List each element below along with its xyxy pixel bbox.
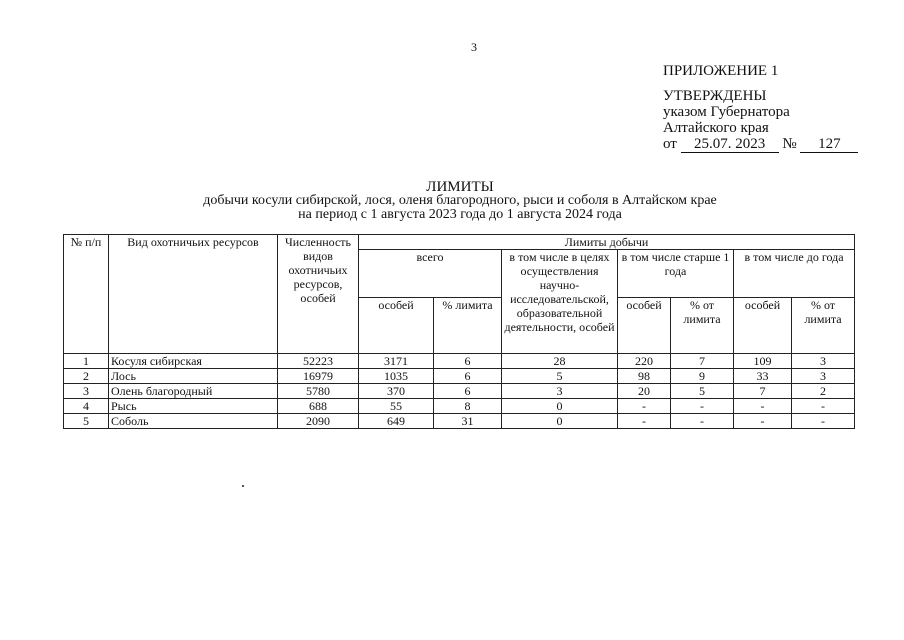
row-older: 20 — [618, 384, 671, 399]
row-total-pct: 6 — [434, 369, 502, 384]
row-name: Косуля сибирская — [109, 354, 278, 369]
row-total: 1035 — [359, 369, 434, 384]
approval-block — [663, 88, 858, 153]
row-num: 5 — [64, 414, 109, 429]
row-research: 5 — [502, 369, 618, 384]
header-younger-pct: % от лимита — [792, 298, 855, 354]
header-older: в том числе старше 1 года — [618, 250, 734, 298]
row-num: 4 — [64, 399, 109, 414]
heading-title: ЛИМИТЫ — [426, 179, 494, 195]
row-total: 370 — [359, 384, 434, 399]
row-total-pct: 6 — [434, 354, 502, 369]
row-name: Соболь — [109, 414, 278, 429]
row-total-pct: 8 — [434, 399, 502, 414]
row-younger-pct: 3 — [792, 369, 855, 384]
approval-title: УТВЕРЖДЕНЫ — [663, 88, 767, 104]
row-total: 649 — [359, 414, 434, 429]
row-population: 688 — [278, 399, 359, 414]
row-num: 3 — [64, 384, 109, 399]
row-population: 52223 — [278, 354, 359, 369]
row-research: 0 — [502, 414, 618, 429]
row-younger-pct: 2 — [792, 384, 855, 399]
table-row — [64, 369, 855, 384]
header-resource: Вид охотничьих ресурсов — [109, 235, 278, 354]
row-older: - — [618, 399, 671, 414]
header-research: в том числе в целях осуществления научно-исследовательской, образовательной деятельности, особей — [502, 250, 618, 354]
row-younger: 109 — [734, 354, 792, 369]
row-younger: 33 — [734, 369, 792, 384]
row-total-pct: 6 — [434, 384, 502, 399]
row-research: 3 — [502, 384, 618, 399]
header-row-1 — [64, 235, 855, 250]
table-row — [64, 399, 855, 414]
table-row — [64, 384, 855, 399]
header-older-individuals: особей — [618, 298, 671, 354]
header-younger-individuals: особей — [734, 298, 792, 354]
row-total-pct: 31 — [434, 414, 502, 429]
approval-number: 127 — [800, 136, 858, 153]
row-population: 16979 — [278, 369, 359, 384]
row-population: 2090 — [278, 414, 359, 429]
row-younger: - — [734, 414, 792, 429]
row-population: 5780 — [278, 384, 359, 399]
document-heading — [120, 180, 800, 222]
row-total: 3171 — [359, 354, 434, 369]
header-younger: в том числе до года — [734, 250, 855, 298]
header-total-individuals: особей — [359, 298, 434, 354]
row-older-pct: 9 — [671, 369, 734, 384]
table-row — [64, 354, 855, 369]
limits-table — [63, 234, 855, 429]
appendix-label: ПРИЛОЖЕНИЕ 1 — [663, 63, 779, 79]
number-prefix: № — [782, 136, 797, 152]
page-number: 3 — [471, 40, 477, 54]
row-name: Лось — [109, 369, 278, 384]
header-total-pct: % лимита — [434, 298, 502, 354]
row-older: 98 — [618, 369, 671, 384]
row-younger-pct: 3 — [792, 354, 855, 369]
approval-date-line — [663, 136, 858, 153]
row-research: 28 — [502, 354, 618, 369]
row-num: 2 — [64, 369, 109, 384]
scan-speck — [242, 485, 244, 487]
row-research: 0 — [502, 399, 618, 414]
row-older-pct: - — [671, 399, 734, 414]
row-older-pct: 5 — [671, 384, 734, 399]
header-older-pct: % от лимита — [671, 298, 734, 354]
row-older: - — [618, 414, 671, 429]
row-total: 55 — [359, 399, 434, 414]
row-num: 1 — [64, 354, 109, 369]
approval-line-1: указом Губернатора — [663, 104, 790, 120]
approval-date: 25.07. 2023 — [681, 136, 779, 153]
header-limits: Лимиты добычи — [359, 235, 855, 250]
header-population: Численность видов охотничьих ресурсов, особей — [278, 235, 359, 354]
row-name: Рысь — [109, 399, 278, 414]
row-younger: - — [734, 399, 792, 414]
row-older: 220 — [618, 354, 671, 369]
row-older-pct: 7 — [671, 354, 734, 369]
row-name: Олень благородный — [109, 384, 278, 399]
table-row — [64, 414, 855, 429]
header-total: всего — [359, 250, 502, 298]
row-older-pct: - — [671, 414, 734, 429]
header-num: № п/п — [64, 235, 109, 354]
heading-line-2: на период с 1 августа 2023 года до 1 августа 2024 года — [298, 207, 622, 222]
approval-line-2: Алтайского края — [663, 120, 769, 136]
heading-line-1: добычи косули сибирской, лося, оленя благородного, рыси и соболя в Алтайском крае — [203, 193, 717, 208]
row-younger-pct: - — [792, 399, 855, 414]
row-younger: 7 — [734, 384, 792, 399]
date-prefix: от — [663, 136, 677, 152]
row-younger-pct: - — [792, 414, 855, 429]
